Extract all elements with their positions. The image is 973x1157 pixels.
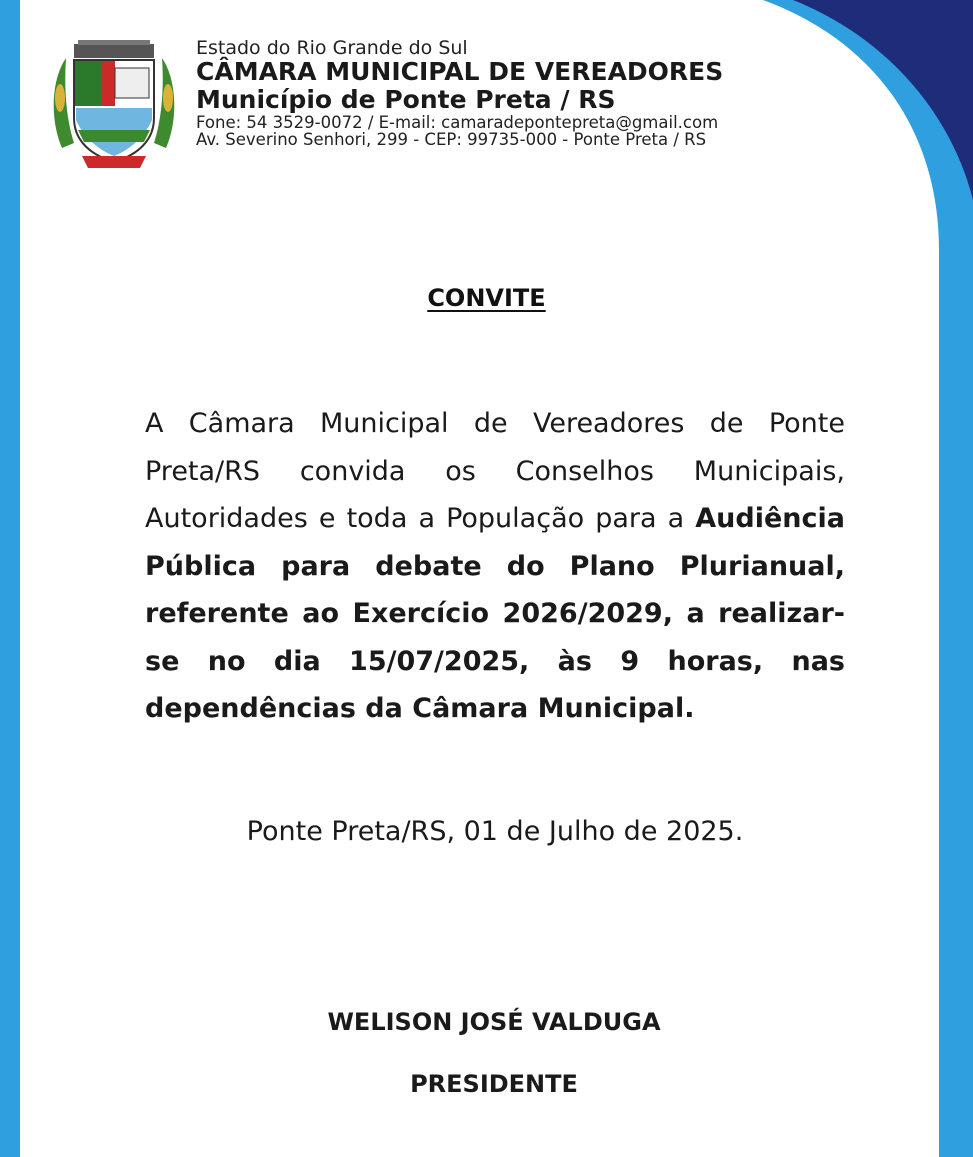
letterhead (44, 38, 804, 178)
institution-name: CÂMARA MUNICIPAL DE VEREADORES (196, 57, 724, 86)
invitation-body (145, 400, 845, 733)
state-name: Estado do Rio Grande do Sul (196, 37, 468, 59)
signer-name: WELISON JOSÉ VALDUGA (327, 1008, 661, 1036)
address-line: Av. Severino Senhori, 299 - CEP: 99735-000 - Ponte Preta / RS (196, 130, 707, 149)
invitation-event-details: Audiência Pública para debate do Plano Plurianual, referente ao Exercício 2026/2029, a realizar-se no dia 15/07/2025, às 9 horas, nas dependências da Câmara Municipal. (145, 503, 845, 724)
coat-of-arms-icon (44, 38, 184, 173)
contact-line: Fone: 54 3529-0072 / E-mail: camaradepontepreta@gmail.com (196, 113, 719, 132)
municipality-name: Município de Ponte Preta / RS (196, 85, 616, 114)
document-title: CONVITE (427, 284, 546, 312)
left-decorative-bar (0, 0, 20, 1157)
signer-role: PRESIDENTE (410, 1070, 578, 1098)
date-line: Ponte Preta/RS, 01 de Julho de 2025. (246, 816, 744, 847)
invitation-text: A Câmara Municipal de Vereadores de Ponte Preta/RS convida os Conselhos Municipais, Autoridades e toda a População para a (145, 408, 845, 534)
